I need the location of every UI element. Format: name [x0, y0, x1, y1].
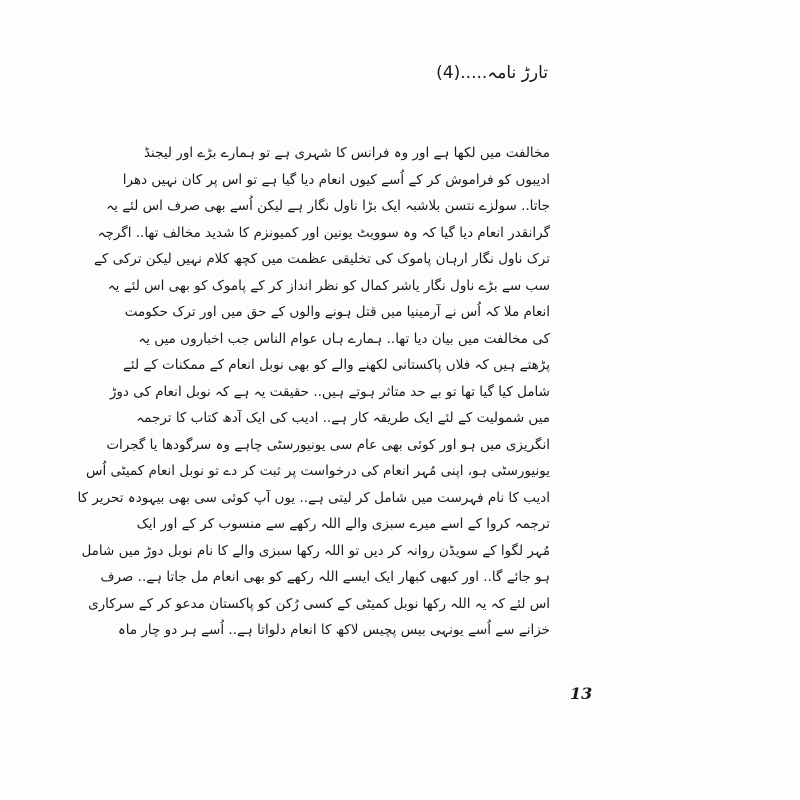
text-line: گرانقدر انعام دیا گیا کہ وہ سوویٹ یونین اور کمیونزم کا شدید مخالف تھا.. اگرچہ	[97, 224, 550, 241]
text-line: خزانے سے اُسے یونہی بیس پچیس لاکھ کا انعام دلواتا ہے.. اُسے ہر دو چار ماہ	[117, 622, 550, 638]
text-line: مُہر لگوا کے سویڈن روانہ کر دیں تو اللہ رکھا سبزی والے کا نام نوبل دوڑ میں شامل	[81, 542, 550, 559]
text-line: ترک ناول نگار ارہان پاموک کی تخلیقی عظمت میں کچھ کلام نہیں لیکن ترکی کے	[94, 251, 550, 267]
text-line: سب سے بڑے ناول نگار یاشر کمال کو نظر انداز کر کے پاموک کو بھی اس لئے یہ	[107, 277, 550, 294]
text-line: اس لئے کہ یہ اللہ رکھا نوبل کمیٹی کے کسی رُکن کو پاکستان مدعو کر کے سرکاری	[88, 595, 550, 612]
text-line: میں شمولیت کے لئے ایک طریقہ کار ہے.. ادیب کی ایک آدھ کتاب کا ترجمہ	[136, 410, 550, 426]
text-line: انگریزی میں ہو اور کوئی بھی عام سی یونیورسٹی چاہے وہ سرگودھا یا گجرات	[106, 436, 550, 453]
text-line: مخالفت میں لکھا ہے اور وہ فرانس کا شہری ہے تو ہمارے بڑے اور لیجنڈ	[143, 145, 550, 161]
running-title: تارڑ نامہ.....(4)	[436, 63, 548, 83]
text-line: یونیورسٹی ہو، اپنی مُہر انعام کی درخواست پر ثبت کر دے تو نوبل انعام کمیٹی اُس	[86, 463, 550, 479]
text-line: ترجمہ کروا کے اسے میرے سبزی والے اللہ رکھے سے منسوب کر کے اور ایک	[136, 516, 550, 532]
text-line: جاتا.. سولزے نتسن بلاشبہ ایک بڑا ناول نگار ہے لیکن اُسے بھی صرف اس لئے یہ	[106, 198, 550, 214]
body-text	[77, 140, 550, 644]
text-line: ادیب کا نام فہرست میں شامل کر لیتی ہے.. یوں آپ کوئی سی بھی بیہودہ تحریر کا	[77, 489, 550, 506]
text-line: ہو جائے گا.. اور کبھی کبھار ایک ایسے اللہ رکھے کو بھی انعام مل جاتا ہے.. صرف	[100, 569, 550, 585]
text-line: کی مخالفت میں بیان دیا تھا.. ہمارے ہاں عوام الناس جب اخباروں میں یہ	[138, 330, 550, 347]
page-number: 13	[570, 684, 593, 703]
text-line: پڑھتے ہیں کہ فلاں پاکستانی لکھنے والے کو بھی نوبل انعام کے ممکنات کے لئے	[122, 357, 550, 373]
text-line: ادیبوں کو فراموش کر کے اُسے کیوں انعام دیا گیا ہے تو اس پر کان نہیں دھرا	[122, 171, 550, 188]
text-line: انعام ملا کہ اُس نے آرمینیا میں قتل ہونے والوں کے حق میں اور ترک حکومت	[124, 304, 550, 320]
text-line: شامل کیا گیا تھا تو بے حد متاثر ہوتے ہیں.. حقیقت یہ ہے کہ نوبل انعام کی دوڑ	[109, 383, 550, 400]
